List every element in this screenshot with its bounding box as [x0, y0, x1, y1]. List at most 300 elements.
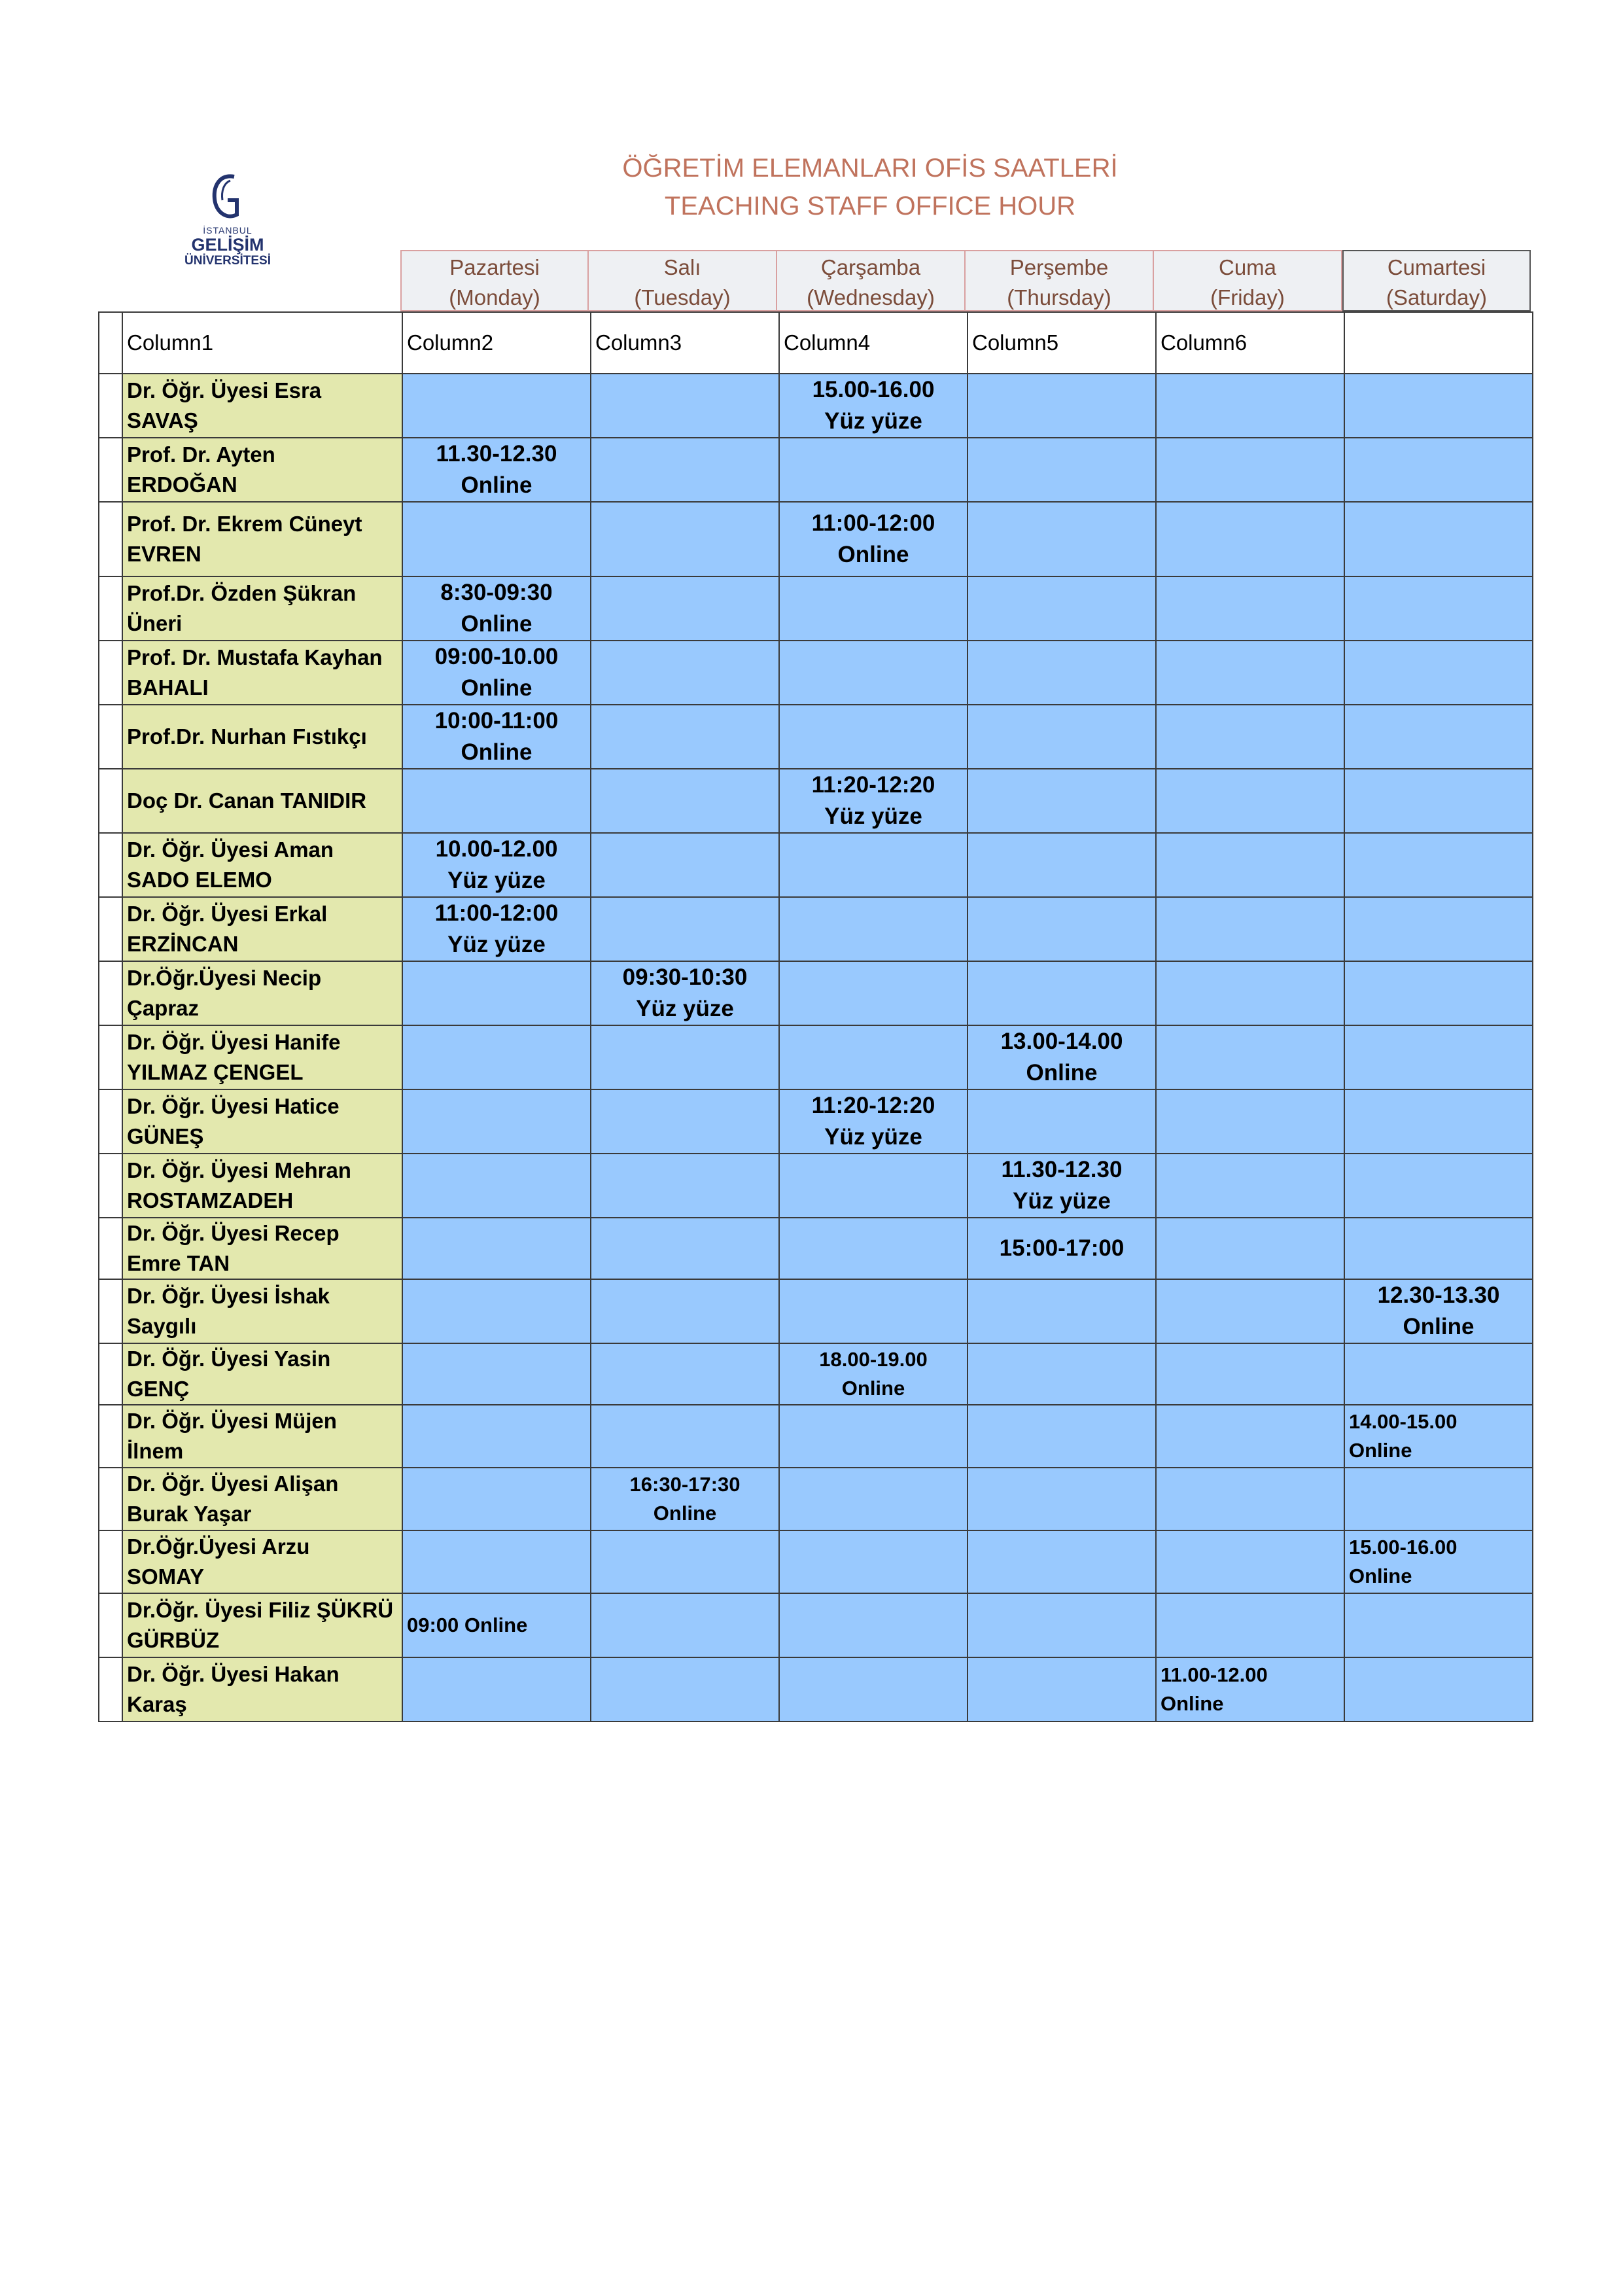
staff-name-line: Dr. Öğr. Üyesi Alişan — [127, 1472, 339, 1496]
staff-name-line: GÜRBÜZ — [127, 1628, 220, 1652]
table-row — [99, 1279, 1533, 1343]
row-stub — [99, 1657, 122, 1722]
staff-name — [122, 1279, 402, 1343]
staff-name-line: EVREN — [127, 542, 201, 566]
staff-name-line: Prof.Dr. Özden Şükran — [127, 581, 357, 605]
office-hour-cell — [402, 374, 591, 438]
logo-emblem-icon — [208, 171, 247, 224]
column-header: Column2 — [402, 312, 591, 374]
office-hour-cell — [968, 1279, 1156, 1343]
day-header-row — [400, 250, 1531, 311]
office-hour-time: 11:00-12:00 — [811, 510, 935, 536]
staff-name — [122, 961, 402, 1025]
row-stub — [99, 897, 122, 961]
staff-name-line: SAVAŞ — [127, 408, 198, 433]
staff-name-line: Dr.Öğr. Üyesi Filiz ŞÜKRÜ — [127, 1598, 394, 1622]
table-row — [99, 1657, 1533, 1722]
office-hour-cell — [1156, 1025, 1344, 1089]
office-hour-cell — [591, 1154, 779, 1218]
staff-name-line: SADO ELEMO — [127, 868, 272, 892]
office-hour-time: 18.00-19.00 — [819, 1348, 928, 1371]
day-name-tr: Cumartesi — [1387, 255, 1486, 279]
office-hour-cell — [591, 1657, 779, 1722]
column-header: Column5 — [968, 312, 1156, 374]
row-stub — [99, 1089, 122, 1154]
office-hour-cell — [1156, 961, 1344, 1025]
office-hour-cell — [1344, 1025, 1533, 1089]
office-hour-mode: Yüz yüze — [447, 868, 546, 893]
office-hour-cell — [1344, 897, 1533, 961]
staff-name-line: Dr. Öğr. Üyesi İshak — [127, 1284, 330, 1308]
office-hour-time: 11:00-12:00 — [434, 900, 559, 926]
university-logo — [162, 171, 293, 283]
staff-name-line: Dr. Öğr. Üyesi Esra — [127, 378, 322, 402]
office-hour-time: 09:00 Online — [407, 1614, 528, 1636]
staff-name — [122, 641, 402, 705]
staff-name — [122, 1657, 402, 1722]
staff-name — [122, 833, 402, 897]
staff-name-line: Dr. Öğr. Üyesi Müjen — [127, 1409, 337, 1433]
staff-name — [122, 438, 402, 502]
office-hour-cell — [402, 1657, 591, 1722]
office-hour-mode: Online — [1403, 1314, 1475, 1339]
office-hour-cell — [1344, 1154, 1533, 1218]
office-hour-cell — [1156, 1530, 1344, 1593]
office-hour-cell — [1156, 705, 1344, 769]
page-title-en: TEACHING STAFF OFFICE HOUR — [664, 192, 1076, 221]
table-row — [99, 1593, 1533, 1657]
staff-name-line: Emre TAN — [127, 1251, 230, 1275]
office-hour-cell — [1156, 1405, 1344, 1468]
day-name-tr: Perşembe — [1009, 255, 1109, 279]
table-row — [99, 1154, 1533, 1218]
office-hour-cell — [779, 641, 968, 705]
office-hour-time: 10.00-12.00 — [435, 836, 558, 862]
office-hour-cell — [968, 576, 1156, 641]
staff-name-line: Dr. Öğr. Üyesi Hanife — [127, 1030, 341, 1054]
office-hour-cell — [779, 1405, 968, 1468]
office-hour-cell — [591, 897, 779, 961]
office-hour-cell — [1344, 502, 1533, 576]
row-stub — [99, 1530, 122, 1593]
office-hour-cell — [1156, 1218, 1344, 1279]
office-hour-mode: Online — [1161, 1692, 1224, 1715]
office-hour-cell — [591, 1025, 779, 1089]
office-hour-cell — [968, 1089, 1156, 1154]
table-row — [99, 641, 1533, 705]
staff-name — [122, 374, 402, 438]
staff-name-line: Dr. Öğr. Üyesi Hatice — [127, 1094, 340, 1118]
office-hour-cell — [402, 1279, 591, 1343]
row-stub — [99, 1405, 122, 1468]
staff-name-line: Üneri — [127, 611, 183, 635]
staff-name — [122, 705, 402, 769]
office-hour-cell — [779, 769, 968, 833]
office-hour-time: 09:30-10:30 — [622, 964, 748, 990]
office-hour-time: 10:00-11:00 — [434, 708, 559, 733]
office-hour-cell — [591, 502, 779, 576]
office-hour-cell — [591, 374, 779, 438]
day-header-tuesday — [589, 250, 777, 311]
office-hour-time: 15.00-16.00 — [812, 377, 935, 402]
office-hour-mode: Online — [1349, 1564, 1412, 1587]
staff-name-line: ERZİNCAN — [127, 932, 239, 956]
staff-name-line: İlnem — [127, 1439, 184, 1463]
office-hour-cell — [779, 374, 968, 438]
office-hour-cell — [779, 1657, 968, 1722]
office-hour-cell — [1344, 1593, 1533, 1657]
office-hour-cell — [779, 502, 968, 576]
office-hour-time: 11.00-12.00 — [1161, 1663, 1268, 1686]
office-hour-cell — [1344, 1468, 1533, 1530]
row-stub — [99, 1343, 122, 1405]
office-hour-cell — [402, 1405, 591, 1468]
staff-name — [122, 1530, 402, 1593]
office-hour-cell — [1156, 1279, 1344, 1343]
office-hour-cell — [1156, 502, 1344, 576]
office-hour-cell — [591, 1218, 779, 1279]
office-hour-time: 15:00-17:00 — [999, 1235, 1125, 1261]
column-header: Column3 — [591, 312, 779, 374]
office-hour-cell — [968, 1468, 1156, 1530]
office-hour-cell — [1156, 1154, 1344, 1218]
office-hour-cell — [1344, 1343, 1533, 1405]
office-hour-cell — [1156, 1593, 1344, 1657]
day-header-saturday — [1342, 250, 1531, 311]
staff-name-line: Dr. Öğr. Üyesi Mehran — [127, 1158, 351, 1182]
table-row — [99, 1405, 1533, 1468]
staff-name — [122, 1154, 402, 1218]
staff-name — [122, 1343, 402, 1405]
day-header-friday — [1154, 250, 1342, 311]
staff-name — [122, 502, 402, 576]
office-hour-cell — [968, 1218, 1156, 1279]
office-hour-cell — [402, 1154, 591, 1218]
staff-name-line: Saygılı — [127, 1314, 197, 1338]
office-hour-cell — [779, 1089, 968, 1154]
office-hour-cell — [1344, 961, 1533, 1025]
office-hour-cell — [1344, 769, 1533, 833]
office-hour-cell — [779, 1218, 968, 1279]
day-header-monday — [400, 250, 589, 311]
staff-name — [122, 897, 402, 961]
row-stub — [99, 1218, 122, 1279]
column-header: Column1 — [122, 312, 402, 374]
staff-name-line: Prof. Dr. Ekrem Cüneyt — [127, 512, 362, 536]
office-hour-time: 15.00-16.00 — [1349, 1536, 1457, 1559]
staff-name — [122, 576, 402, 641]
day-name-tr: Cuma — [1218, 255, 1277, 279]
office-hour-mode: Online — [461, 611, 532, 637]
staff-name-line: Dr. Öğr. Üyesi Recep — [127, 1221, 340, 1245]
office-hour-cell — [968, 1657, 1156, 1722]
staff-name-line: GÜNEŞ — [127, 1124, 204, 1148]
office-hour-cell — [1344, 1089, 1533, 1154]
office-hour-cell — [591, 961, 779, 1025]
office-hour-cell — [1156, 1468, 1344, 1530]
office-hour-time: 14.00-15.00 — [1349, 1410, 1457, 1433]
office-hour-cell — [779, 1468, 968, 1530]
staff-name-line: SOMAY — [127, 1564, 204, 1589]
staff-name-line: Karaş — [127, 1692, 187, 1716]
office-hour-cell — [968, 1530, 1156, 1593]
row-stub — [99, 1025, 122, 1089]
office-hour-cell — [402, 897, 591, 961]
office-hour-mode: Online — [653, 1502, 717, 1525]
office-hour-cell — [591, 1468, 779, 1530]
office-hour-mode: Yüz yüze — [1013, 1188, 1111, 1214]
day-header-wednesday — [777, 250, 966, 311]
office-hour-time: 11.30-12.30 — [436, 441, 557, 467]
office-hour-cell — [591, 1279, 779, 1343]
logo-line2: GELİŞİM — [191, 235, 264, 255]
staff-name-line: Dr.Öğr.Üyesi Necip — [127, 966, 322, 990]
office-hour-cell — [1344, 1279, 1533, 1343]
office-hour-cell — [1344, 374, 1533, 438]
office-hour-cell — [402, 769, 591, 833]
staff-name-line: Dr. Öğr. Üyesi Erkal — [127, 902, 328, 926]
office-hour-cell — [968, 438, 1156, 502]
table-row — [99, 1025, 1533, 1089]
office-hour-mode: Online — [461, 675, 532, 701]
staff-name-line: ROSTAMZADEH — [127, 1188, 294, 1212]
page-title-tr: ÖĞRETİM ELEMANLARI OFİS SAATLERİ — [622, 154, 1118, 183]
office-hour-mode: Online — [841, 1377, 905, 1400]
office-hour-cell — [968, 1154, 1156, 1218]
office-hour-cell — [1156, 833, 1344, 897]
office-hour-cell — [402, 1089, 591, 1154]
office-hour-cell — [402, 1593, 591, 1657]
office-hour-cell — [402, 1218, 591, 1279]
row-stub — [99, 576, 122, 641]
day-name-en: (Monday) — [449, 285, 540, 309]
office-hour-cell — [779, 438, 968, 502]
row-stub — [99, 769, 122, 833]
row-stub — [99, 833, 122, 897]
row-stub — [99, 502, 122, 576]
office-hour-cell — [1156, 769, 1344, 833]
office-hour-cell — [779, 1025, 968, 1089]
day-name-en: (Thursday) — [1007, 285, 1111, 309]
office-hour-cell — [968, 1405, 1156, 1468]
office-hour-cell — [1344, 576, 1533, 641]
office-hour-mode: Online — [461, 739, 532, 765]
office-hour-cell — [779, 1343, 968, 1405]
office-hour-cell — [779, 961, 968, 1025]
office-hour-cell — [591, 1530, 779, 1593]
row-stub — [99, 961, 122, 1025]
office-hour-cell — [402, 1025, 591, 1089]
row-stub — [99, 312, 122, 374]
day-name-en: (Saturday) — [1386, 285, 1488, 309]
office-hour-cell — [968, 1025, 1156, 1089]
staff-name-line: Çapraz — [127, 996, 200, 1020]
staff-name — [122, 1025, 402, 1089]
office-hour-cell — [591, 438, 779, 502]
office-hour-cell — [402, 641, 591, 705]
staff-name — [122, 1089, 402, 1154]
office-hour-cell — [402, 576, 591, 641]
staff-name-line: ERDOĞAN — [127, 472, 237, 497]
office-hour-cell — [591, 641, 779, 705]
office-hour-cell — [402, 1468, 591, 1530]
office-hour-cell — [1344, 1657, 1533, 1722]
day-name-en: (Tuesday) — [634, 285, 731, 309]
office-hour-cell — [1344, 1218, 1533, 1279]
table-row — [99, 705, 1533, 769]
office-hour-cell — [402, 1530, 591, 1593]
office-hour-time: 11:20-12:20 — [811, 772, 935, 798]
office-hour-cell — [1156, 1089, 1344, 1154]
office-hour-time: 11:20-12:20 — [811, 1093, 935, 1118]
office-hour-cell — [968, 897, 1156, 961]
table-row — [99, 374, 1533, 438]
office-hour-cell — [591, 833, 779, 897]
office-hour-cell — [968, 641, 1156, 705]
office-hour-cell — [591, 1089, 779, 1154]
table-row — [99, 1089, 1533, 1154]
office-hour-cell — [402, 1343, 591, 1405]
table-row — [99, 833, 1533, 897]
staff-name-line: Dr. Öğr. Üyesi Hakan — [127, 1662, 340, 1686]
table-row — [99, 502, 1533, 576]
office-hours-table — [98, 311, 1533, 1722]
office-hour-cell — [402, 502, 591, 576]
column-header — [1344, 312, 1533, 374]
office-hour-cell — [779, 576, 968, 641]
table-row — [99, 1468, 1533, 1530]
office-hour-time: 12.30-13.30 — [1377, 1282, 1500, 1308]
office-hour-cell — [591, 705, 779, 769]
office-hour-cell — [1156, 897, 1344, 961]
column-header-row — [99, 312, 1533, 374]
office-hour-cell — [1156, 641, 1344, 705]
office-hour-cell — [402, 961, 591, 1025]
staff-name-line: Dr. Öğr. Üyesi Yasin — [127, 1347, 331, 1371]
office-hour-cell — [1156, 1343, 1344, 1405]
column-header: Column4 — [779, 312, 968, 374]
staff-name — [122, 1468, 402, 1530]
staff-name-line: Burak Yaşar — [127, 1502, 252, 1526]
row-stub — [99, 374, 122, 438]
office-hour-cell — [591, 576, 779, 641]
column-header: Column6 — [1156, 312, 1344, 374]
staff-name-line: Dr.Öğr.Üyesi Arzu — [127, 1534, 310, 1559]
office-hour-cell — [1156, 374, 1344, 438]
office-hour-cell — [968, 502, 1156, 576]
staff-name — [122, 1218, 402, 1279]
staff-name — [122, 769, 402, 833]
office-hour-cell — [779, 1154, 968, 1218]
table-row — [99, 961, 1533, 1025]
office-hour-cell — [968, 769, 1156, 833]
office-hour-cell — [968, 374, 1156, 438]
office-hour-mode: Yüz yüze — [824, 408, 922, 434]
table-row — [99, 438, 1533, 502]
day-name-tr: Pazartesi — [449, 255, 540, 279]
row-stub — [99, 438, 122, 502]
table-row — [99, 1343, 1533, 1405]
staff-name — [122, 1593, 402, 1657]
table-row — [99, 1218, 1533, 1279]
office-hour-cell — [779, 1279, 968, 1343]
office-hour-cell — [1344, 705, 1533, 769]
office-hour-cell — [1344, 833, 1533, 897]
office-hour-cell — [402, 833, 591, 897]
staff-name-line: Prof. Dr. Ayten — [127, 442, 275, 467]
office-hour-cell — [968, 961, 1156, 1025]
office-hour-cell — [591, 769, 779, 833]
staff-name-line: BAHALI — [127, 675, 209, 699]
day-name-en: (Friday) — [1210, 285, 1285, 309]
office-hour-cell — [402, 705, 591, 769]
office-hour-cell — [1156, 1657, 1344, 1722]
office-hour-cell — [1344, 438, 1533, 502]
office-hour-cell — [968, 705, 1156, 769]
office-hour-cell — [1156, 576, 1344, 641]
table-row — [99, 769, 1533, 833]
office-hour-cell — [591, 1593, 779, 1657]
office-hour-mode: Yüz yüze — [824, 1124, 922, 1150]
office-hour-cell — [591, 1405, 779, 1468]
office-hour-cell — [779, 897, 968, 961]
office-hour-cell — [968, 833, 1156, 897]
logo-line1: İSTANBUL — [203, 225, 253, 236]
row-stub — [99, 1593, 122, 1657]
office-hour-cell — [1156, 438, 1344, 502]
office-hour-time: 11.30-12.30 — [1001, 1157, 1123, 1182]
day-name-tr: Çarşamba — [820, 255, 921, 279]
day-header-thursday — [966, 250, 1154, 311]
office-hour-time: 16:30-17:30 — [629, 1473, 741, 1496]
staff-name-line: Prof.Dr. Nurhan Fıstıkçı — [127, 724, 367, 749]
office-hour-cell — [779, 705, 968, 769]
row-stub — [99, 1468, 122, 1530]
staff-name-line: GENÇ — [127, 1377, 190, 1401]
office-hour-time: 8:30-09:30 — [440, 580, 553, 605]
office-hour-cell — [968, 1343, 1156, 1405]
office-hour-cell — [779, 1530, 968, 1593]
table-row — [99, 897, 1533, 961]
staff-name-line: Doç Dr. Canan TANIDIR — [127, 788, 367, 813]
office-hour-cell — [968, 1593, 1156, 1657]
office-hour-cell — [1344, 1405, 1533, 1468]
office-hour-mode: Online — [1026, 1060, 1098, 1086]
office-hour-mode: Yüz yüze — [447, 932, 546, 957]
logo-line3: ÜNİVERSİTESİ — [184, 254, 271, 268]
staff-name-line: YILMAZ ÇENGEL — [127, 1060, 304, 1084]
office-hour-time: 09:00-10.00 — [434, 644, 559, 669]
office-hour-cell — [779, 833, 968, 897]
office-hour-cell — [591, 1343, 779, 1405]
office-hour-mode: Yüz yüze — [824, 804, 922, 829]
staff-name-line: Prof. Dr. Mustafa Kayhan — [127, 645, 383, 669]
office-hour-cell — [779, 1593, 968, 1657]
staff-name — [122, 1405, 402, 1468]
office-hour-mode: Online — [461, 472, 532, 498]
row-stub — [99, 705, 122, 769]
office-hour-mode: Online — [1349, 1439, 1412, 1462]
day-name-tr: Salı — [663, 255, 701, 279]
table-row — [99, 1530, 1533, 1593]
table-row — [99, 576, 1533, 641]
row-stub — [99, 1279, 122, 1343]
office-hour-mode: Yüz yüze — [636, 996, 734, 1021]
day-name-en: (Wednesday) — [807, 285, 935, 309]
row-stub — [99, 1154, 122, 1218]
office-hour-cell — [402, 438, 591, 502]
office-hour-time: 13.00-14.00 — [1000, 1029, 1123, 1054]
